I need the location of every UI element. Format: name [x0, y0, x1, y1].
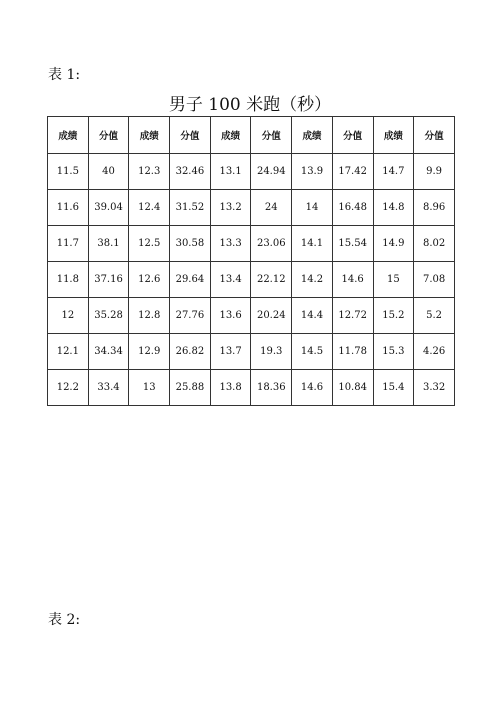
score-cell: 13	[129, 370, 170, 406]
points-cell: 3.32	[414, 370, 455, 406]
score-cell: 11.7	[48, 226, 89, 262]
table-2-label: 表 2:	[48, 612, 81, 628]
points-cell: 7.08	[414, 262, 455, 298]
score-cell: 12.3	[129, 154, 170, 190]
points-cell: 17.42	[332, 154, 373, 190]
score-cell: 14.9	[373, 226, 414, 262]
score-cell: 11.5	[48, 154, 89, 190]
points-cell: 30.58	[170, 226, 211, 262]
header-cell-points: 分值	[251, 117, 292, 154]
score-cell: 13.2	[210, 190, 251, 226]
score-cell: 13.8	[210, 370, 251, 406]
score-cell: 13.7	[210, 334, 251, 370]
score-cell: 15.2	[373, 298, 414, 334]
table-body	[48, 154, 455, 406]
points-cell: 25.88	[170, 370, 211, 406]
header-cell-points: 分值	[414, 117, 455, 154]
table-row	[48, 154, 455, 190]
score-cell: 14.2	[292, 262, 333, 298]
score-cell: 12.1	[48, 334, 89, 370]
points-cell: 8.96	[414, 190, 455, 226]
table-row	[48, 370, 455, 406]
points-cell: 8.02	[414, 226, 455, 262]
points-cell: 24	[251, 190, 292, 226]
points-cell: 22.12	[251, 262, 292, 298]
table-row	[48, 334, 455, 370]
table-row	[48, 226, 455, 262]
score-cell: 13.6	[210, 298, 251, 334]
points-cell: 35.28	[88, 298, 129, 334]
score-cell: 12.9	[129, 334, 170, 370]
score-cell: 11.8	[48, 262, 89, 298]
header-cell-score: 成绩	[129, 117, 170, 154]
header-cell-score: 成绩	[292, 117, 333, 154]
points-cell: 31.52	[170, 190, 211, 226]
points-cell: 39.04	[88, 190, 129, 226]
points-cell: 26.82	[170, 334, 211, 370]
score-cell: 14.7	[373, 154, 414, 190]
score-cell: 14	[292, 190, 333, 226]
points-cell: 33.4	[88, 370, 129, 406]
points-cell: 10.84	[332, 370, 373, 406]
header-cell-score: 成绩	[48, 117, 89, 154]
points-cell: 32.46	[170, 154, 211, 190]
score-cell: 13.9	[292, 154, 333, 190]
points-cell: 37.16	[88, 262, 129, 298]
points-cell: 29.64	[170, 262, 211, 298]
header-cell-points: 分值	[332, 117, 373, 154]
header-cell-score: 成绩	[373, 117, 414, 154]
header-cell-score: 成绩	[210, 117, 251, 154]
score-cell: 14.5	[292, 334, 333, 370]
score-table	[47, 116, 455, 406]
points-cell: 14.6	[332, 262, 373, 298]
points-cell: 27.76	[170, 298, 211, 334]
points-cell: 5.2	[414, 298, 455, 334]
table-row	[48, 190, 455, 226]
points-cell: 38.1	[88, 226, 129, 262]
score-cell: 15.3	[373, 334, 414, 370]
points-cell: 34.34	[88, 334, 129, 370]
score-cell: 14.8	[373, 190, 414, 226]
table-row	[48, 298, 455, 334]
points-cell: 12.72	[332, 298, 373, 334]
points-cell: 20.24	[251, 298, 292, 334]
score-cell: 12.5	[129, 226, 170, 262]
score-cell: 12.6	[129, 262, 170, 298]
score-cell: 11.6	[48, 190, 89, 226]
score-cell: 13.1	[210, 154, 251, 190]
score-cell: 14.6	[292, 370, 333, 406]
header-cell-points: 分值	[88, 117, 129, 154]
table-title: 男子 100 米跑（秒）	[168, 95, 332, 115]
table-1-label: 表 1:	[48, 67, 81, 83]
points-cell: 24.94	[251, 154, 292, 190]
points-cell: 19.3	[251, 334, 292, 370]
score-cell: 15.4	[373, 370, 414, 406]
points-cell: 16.48	[332, 190, 373, 226]
score-cell: 14.4	[292, 298, 333, 334]
points-cell: 18.36	[251, 370, 292, 406]
score-cell: 12	[48, 298, 89, 334]
points-cell: 11.78	[332, 334, 373, 370]
score-cell: 12.4	[129, 190, 170, 226]
score-cell: 15	[373, 262, 414, 298]
points-cell: 9.9	[414, 154, 455, 190]
score-cell: 14.1	[292, 226, 333, 262]
points-cell: 40	[88, 154, 129, 190]
header-row	[48, 117, 455, 154]
score-cell: 12.8	[129, 298, 170, 334]
table-row	[48, 262, 455, 298]
score-cell: 13.4	[210, 262, 251, 298]
score-cell: 13.3	[210, 226, 251, 262]
header-cell-points: 分值	[170, 117, 211, 154]
points-cell: 4.26	[414, 334, 455, 370]
score-cell: 12.2	[48, 370, 89, 406]
points-cell: 15.54	[332, 226, 373, 262]
points-cell: 23.06	[251, 226, 292, 262]
